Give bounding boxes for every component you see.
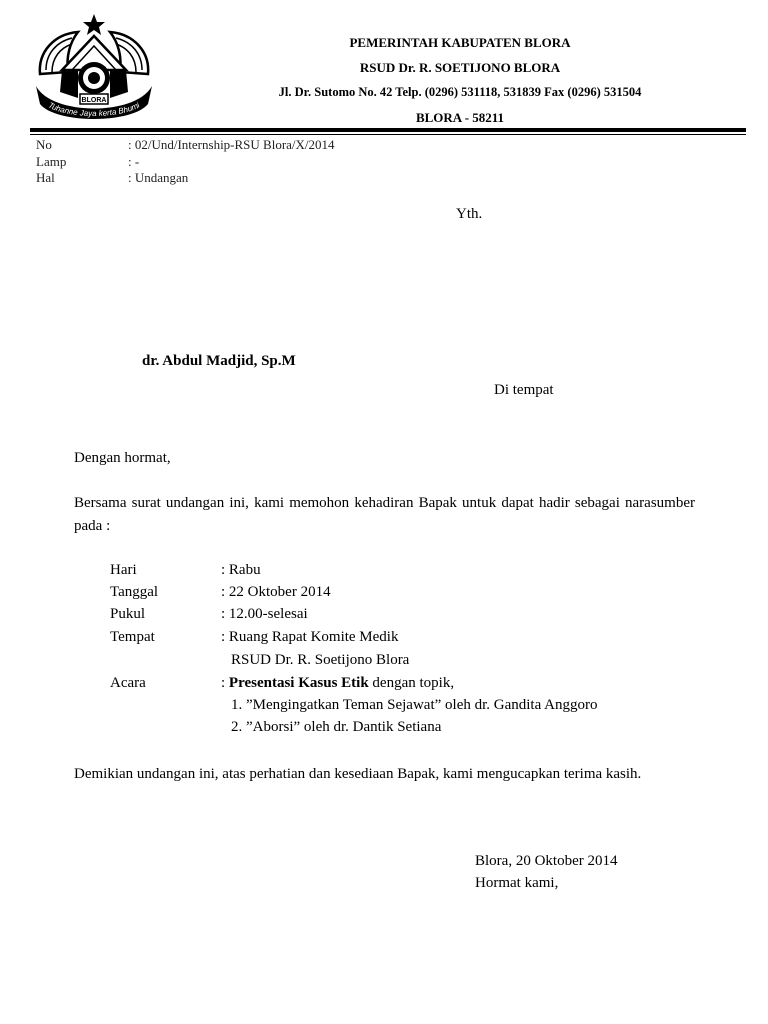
detail-time-value: : 12.00-selesai <box>221 606 308 622</box>
detail-agenda-value <box>221 675 454 692</box>
letterhead-government: PEMERINTAH KABUPATEN BLORA <box>349 35 571 50</box>
recipient-place: Di tempat <box>494 382 554 398</box>
detail-venue-value-line2: RSUD Dr. R. Soetijono Blora <box>231 652 410 668</box>
letter-attachment <box>36 154 139 170</box>
detail-agenda-title: Presentasi Kasus Etik <box>228 675 369 691</box>
closing-paragraph: Demikian undangan ini, atas perhatian dan kesediaan Bapak, kami mengucapkan terima kasih. <box>74 766 642 782</box>
letterhead-hospital: RSUD Dr. R. SOETIJONO BLORA <box>359 60 561 75</box>
letterhead-divider-thick <box>30 128 746 132</box>
letterhead-address: Jl. Dr. Sutomo No. 42 Telp. (0296) 531118, 531839 Fax (0296) 531504 <box>278 85 642 99</box>
detail-date-value: : 22 Oktober 2014 <box>221 584 331 600</box>
intro-paragraph: Bersama surat undangan ini, kami memohon kehadiran Bapak untuk dapat hadir sebagai narasumber pada : <box>74 495 695 534</box>
detail-venue-value: : Ruang Rapat Komite Medik <box>221 629 399 645</box>
detail-agenda-suffix: dengan topik, <box>368 675 455 691</box>
detail-day-value: : Rabu <box>221 562 261 578</box>
addressee-honorific: Yth. <box>456 206 483 222</box>
letter-number-value: : 02/Und/Internship-RSU Blora/X/2014 <box>128 137 335 152</box>
letter-subject <box>36 170 188 186</box>
topic-item-2: 2. ”Aborsi” oleh dr. Dantik Setiana <box>231 719 442 735</box>
letterhead-city: BLORA - 58211 <box>415 110 505 125</box>
letter-attachment-value: : - <box>128 154 140 169</box>
letter-number-label: No <box>36 137 52 152</box>
detail-date-label: Tanggal <box>110 584 159 600</box>
letter-number <box>36 137 335 153</box>
letter-attachment-label: Lamp <box>36 154 67 169</box>
logo-name: BLORA <box>81 97 107 104</box>
topic-item-1: 1. ”Mengingatkan Teman Sejawat” oleh dr. Gandita Anggoro <box>231 697 598 713</box>
letter-subject-value: : Undangan <box>128 170 189 185</box>
detail-venue-label: Tempat <box>110 629 155 645</box>
greeting: Dengan hormat, <box>74 450 171 466</box>
letterhead-divider-thin <box>30 134 746 135</box>
signoff-place-date: Blora, 20 Oktober 2014 <box>475 853 618 869</box>
logo-motto: Tuhanne Jaya kerta Bhumi <box>46 100 142 119</box>
letter-subject-label: Hal <box>36 170 55 185</box>
recipient-name: dr. Abdul Madjid, Sp.M <box>142 353 296 369</box>
detail-day-label: Hari <box>110 562 137 578</box>
detail-agenda-label: Acara <box>110 675 146 691</box>
blora-regency-crest-icon <box>32 12 156 124</box>
detail-time-label: Pukul <box>110 606 146 622</box>
detail-agenda-prefix: : <box>221 675 229 691</box>
signoff-regards: Hormat kami, <box>475 875 559 891</box>
